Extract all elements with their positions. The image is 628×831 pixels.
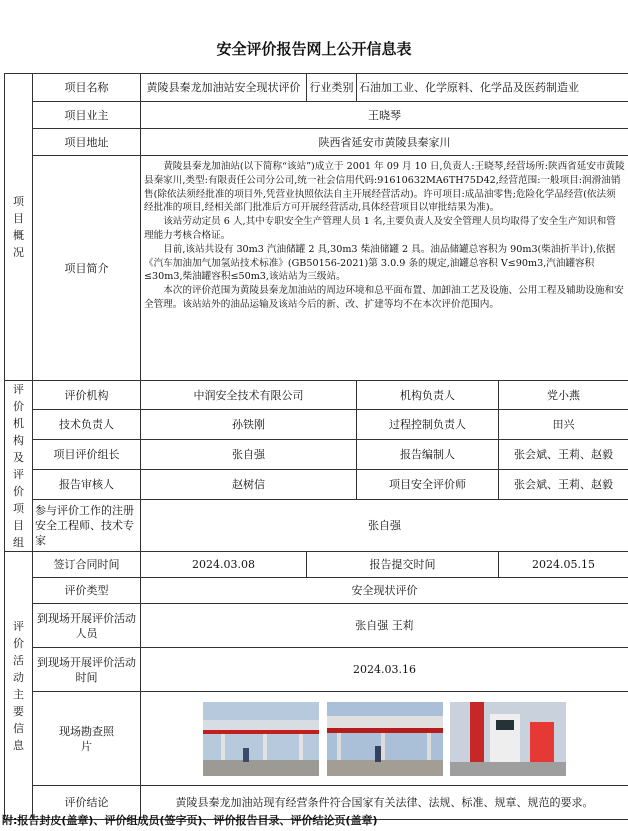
site-photo-2 <box>327 702 443 776</box>
org-row-value: 孙铁刚 <box>141 410 357 439</box>
address-value: 陕西省延安市黄陵县秦家川 <box>141 129 628 156</box>
submit-date-label: 报告提交时间 <box>307 552 499 578</box>
eval-type-value: 安全现状评价 <box>141 578 628 604</box>
address-label: 项目地址 <box>33 129 141 156</box>
photos-label: 现场勘查照片 <box>33 692 141 786</box>
org-row-value: 赵树信 <box>141 469 357 499</box>
intro-text <box>141 156 628 381</box>
page-title: 安全评价报告网上公开信息表 <box>216 40 412 58</box>
org-row-value: 中润安全技术有限公司 <box>141 381 357 410</box>
eval-type-label: 评价类型 <box>33 578 141 604</box>
org-row-value: 张自强 <box>141 439 357 469</box>
intro-paragraph: 黄陵县秦龙加油站(以下简称“该站”)成立于 2001 年 09 月 10 日,负责人:王晓琴,经营场所:陕西省延安市黄陵县秦家川,类型:有限责任公司分公司,统一社会信用代码:91610632MA6TH75D42,经营范围:一般项目:润滑油销售(除依法须经批准的项目外,凭营业执照依法自主开展经营活动)。许可项目:成品油零售;危险化学品经营(依法须经批准的项目,经相关部门批准后方可开展经营活动,具体经营项目以审批结果为准)。 <box>144 161 625 214</box>
org-row-label: 技术负责人 <box>33 410 141 439</box>
industry-label: 行业类别 <box>307 74 357 102</box>
org-row-label: 报告审核人 <box>33 469 141 499</box>
experts-label: 参与评价工作的注册安全工程师、技术专家 <box>33 500 141 552</box>
org-row-label: 报告编制人 <box>357 439 499 469</box>
photos-cell <box>141 692 628 786</box>
intro-paragraph: 该站劳动定员 6 人,其中专职安全生产管理人员 1 名,主要负责人及安全管理人员均取得了安全生产知识和管理能力考核合格证。 <box>144 216 616 241</box>
category-eval-org: 评价机构及评价项目组 <box>5 381 33 552</box>
intro-paragraph: 目前,该站共设有 30m3 汽油储罐 2 具,30m3 柴油储罐 2 具。油品储罐总容积为 90m3(柴油折半计),依据《汽车加油加气加氢站技术标准》(GB50156-2021)第 3.0.9 条的规定,油罐总容积 V≤90m3,汽油罐容积≤30m3,柴油罐容积≤50m3,该站站为三级站。 <box>144 243 616 283</box>
org-row-value: 党小燕 <box>499 381 628 410</box>
submit-date-value: 2024.05.15 <box>499 552 628 578</box>
project-name-label: 项目名称 <box>33 74 141 102</box>
conclusion-value: 黄陵县秦龙加油站现有经营条件符合国家有关法律、法规、标准、规章、规范的要求。 <box>141 786 628 820</box>
site-staff-label: 到现场开展评价活动人员 <box>33 604 141 648</box>
industry-value: 石油加工业、化学原料、化学品及医药制造业 <box>357 74 628 102</box>
contract-date-label: 签订合同时间 <box>33 552 141 578</box>
site-photo-1 <box>203 702 319 776</box>
footnote: 附:报告封皮(盖章)、评价组成员(签字页)、评价报告目录、评价结论页(盖章) <box>2 814 378 827</box>
category-eval-activity: 评价活动主要信息 <box>5 552 33 820</box>
owner-value: 王晓琴 <box>141 102 628 129</box>
org-row-label: 项目评价组长 <box>33 439 141 469</box>
org-row-label: 过程控制负责人 <box>357 410 499 439</box>
org-row-label: 机构负责人 <box>357 381 499 410</box>
site-time-value: 2024.03.16 <box>141 648 628 692</box>
site-time-label: 到现场开展评价活动时间 <box>33 648 141 692</box>
owner-label: 项目业主 <box>33 102 141 129</box>
site-photo-3 <box>450 702 566 776</box>
info-table <box>4 73 628 820</box>
intro-paragraph: 本次的评价范围为黄陵县秦龙加油站的周边环境和总平面布置、加卸油工艺及设施、公用工程及辅助设施和安全管理。该站站外的油品运输及该站今后的新、改、扩建等均不在本次评价范围内。 <box>144 285 624 310</box>
org-row-label: 项目安全评价师 <box>357 469 499 499</box>
contract-date-value: 2024.03.08 <box>141 552 307 578</box>
category-project-overview: 项目概况 <box>5 74 33 381</box>
org-row-value: 张会斌、王莉、赵毅 <box>499 469 628 499</box>
project-name-value: 黄陵县秦龙加油站安全现状评价 <box>141 74 307 102</box>
intro-label: 项目简介 <box>33 156 141 381</box>
experts-value: 张自强 <box>141 500 628 552</box>
conclusion-label: 评价结论 <box>33 786 141 820</box>
site-staff-value: 张自强 王莉 <box>141 604 628 648</box>
org-row-value: 田兴 <box>499 410 628 439</box>
org-row-label: 评价机构 <box>33 381 141 410</box>
org-row-value: 张会斌、王莉、赵毅 <box>499 439 628 469</box>
